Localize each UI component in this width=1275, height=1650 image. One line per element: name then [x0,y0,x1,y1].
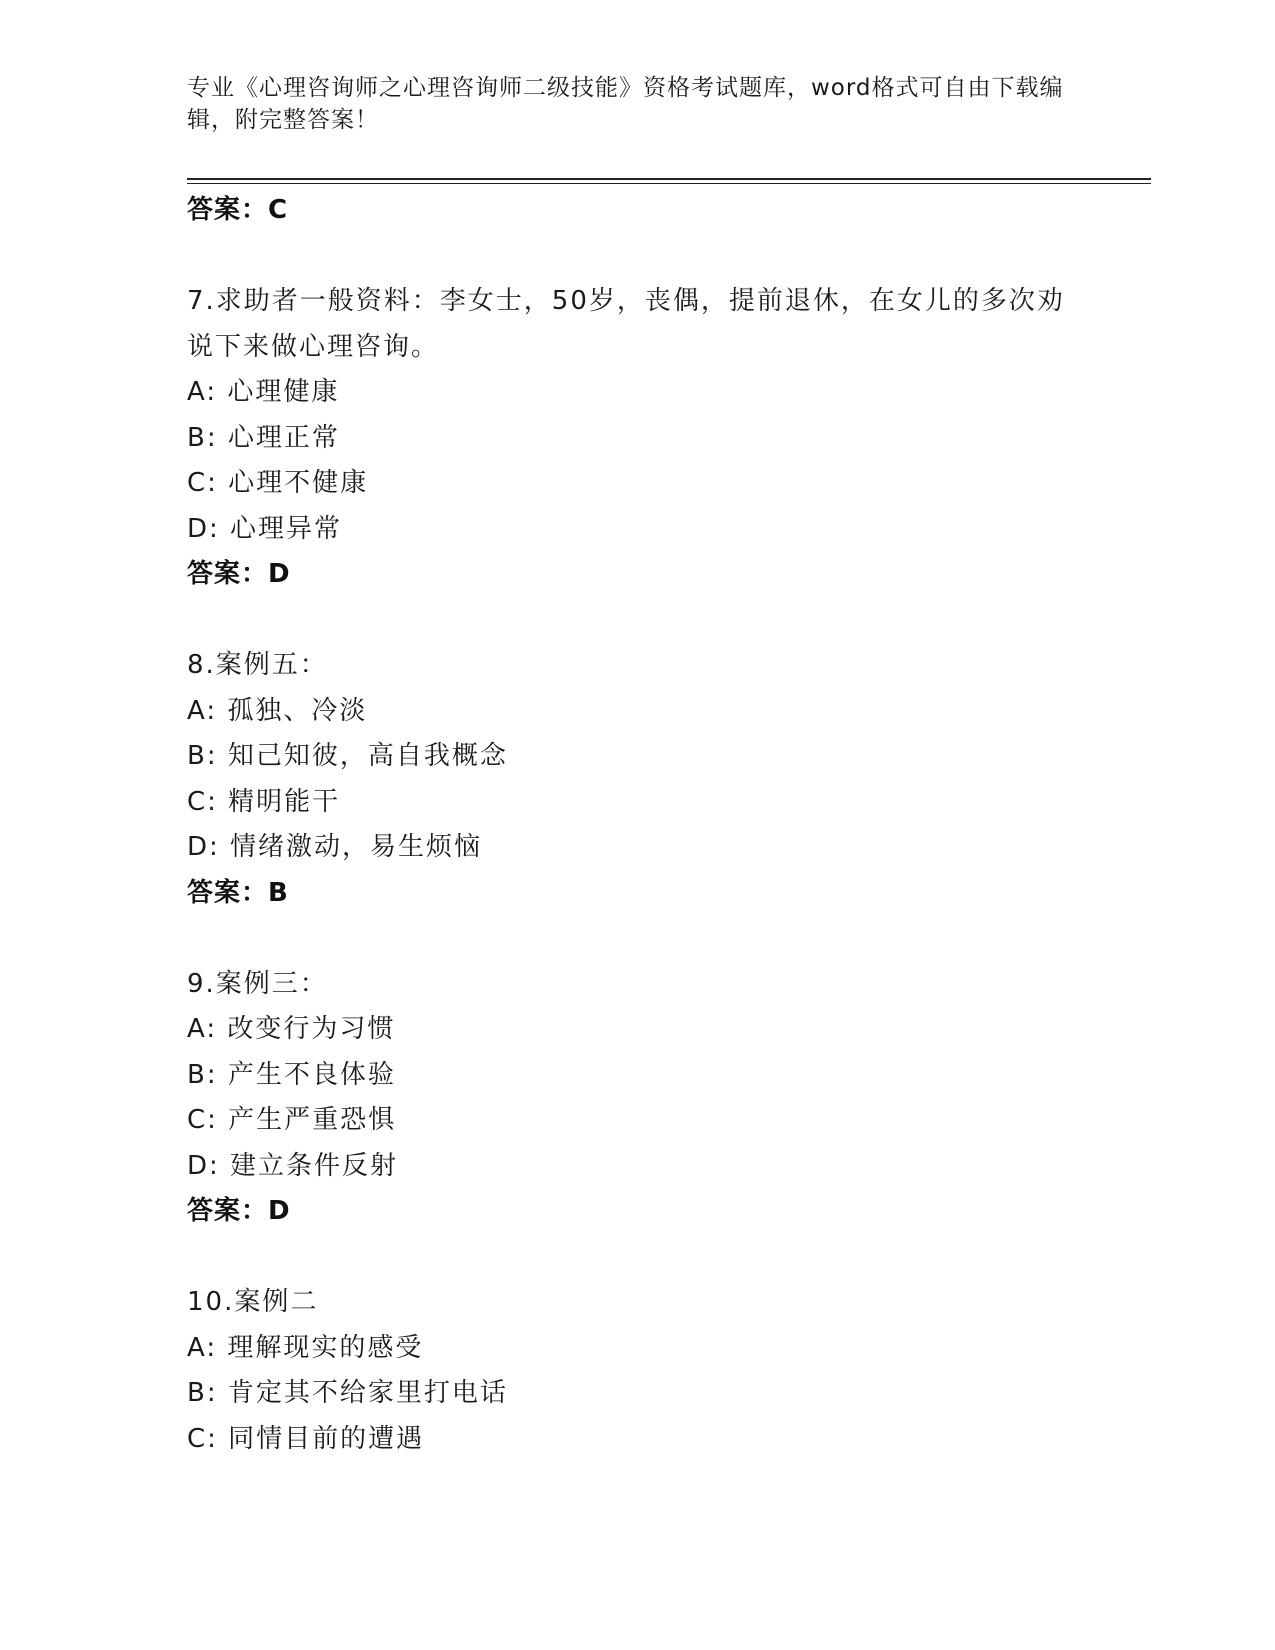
question-10-stem: 10.案例二 [187,1287,319,1317]
question-7-stem: 7.求助者一般资料：李女士，50岁，丧偶，提前退休，在女儿的多次劝说下来做心理咨询。 [187,286,1065,362]
question-7-option-d: D: 心理异常 [187,513,343,544]
spacer [187,1235,1151,1281]
spacer [187,234,1151,280]
answer-prev: 答案：C [187,195,289,225]
question-7-answer: 答案：D [187,559,291,589]
question-8-stem: 8.案例五： [187,650,328,680]
question-9-option-d: D: 建立条件反射 [187,1150,399,1181]
spacer [187,598,1151,644]
question-9-answer: 答案：D [187,1196,291,1226]
question-8-option-c: C: 精明能干 [187,786,341,817]
question-10-option-b: B: 肯定其不给家里打电话 [187,1378,508,1408]
question-9-option-a: A: 改变行为习惯 [187,1014,396,1044]
question-8 [187,643,1067,916]
question-10 [187,1280,1067,1462]
question-8-option-a: A: 孤独、冷淡 [187,695,368,726]
document-header: 专业《心理咨询师之心理咨询师二级技能》资格考试题库，word格式可自由下载编辑，附完整答案！ [187,75,1064,133]
question-7-option-c: C: 心理不健康 [187,468,369,498]
question-10-option-c: C: 同情目前的遭遇 [187,1423,425,1454]
question-10-option-a: A: 理解现实的感受 [187,1332,424,1363]
spacer [187,916,1151,962]
question-7-option-b: B: 心理正常 [187,422,340,453]
header-rule-thin [187,183,1151,184]
question-8-option-d: D: 情绪激动，易生烦恼 [187,832,483,862]
header-rule-thick [187,178,1151,180]
question-7-option-a: A: 心理健康 [187,377,340,407]
question-9-option-c: C: 产生严重恐惧 [187,1105,397,1135]
question-7 [187,279,1067,598]
question-8-answer: 答案：B [187,877,289,908]
question-9-option-b: B: 产生不良体验 [187,1059,396,1090]
document-body [187,188,1151,1462]
question-9 [187,962,1067,1235]
question-8-option-b: B: 知己知彼，高自我概念 [187,741,508,771]
question-9-stem: 9.案例三： [187,968,328,999]
